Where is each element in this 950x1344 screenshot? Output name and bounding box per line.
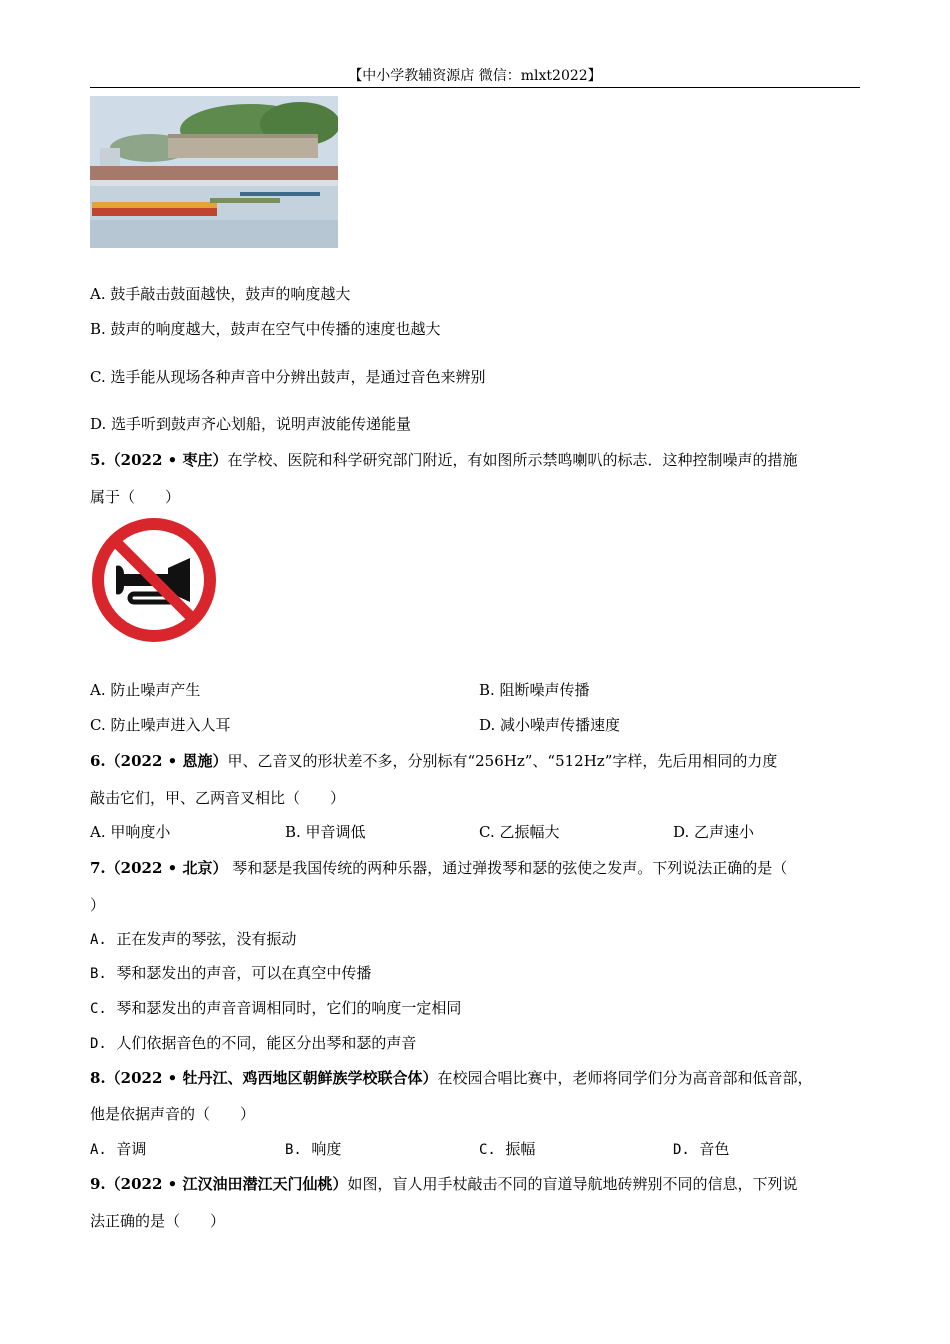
q5-option-d: D. 减小噪声传播速度 [479, 716, 621, 734]
option-text: 人们依据音色的不同，能区分出琴和瑟的声音 [116, 1034, 417, 1052]
q8-stem-cont: 他是依据声音的（ ） [90, 1105, 256, 1123]
question-text: 在校园合唱比赛中，老师将同学们分为高音部和低音部， [437, 1069, 813, 1087]
question-source: （2022 • 牡丹江、鸡西地区朝鲜族学校联合体） [105, 1069, 438, 1087]
option-text: 正在发声的琴弦，没有振动 [116, 930, 297, 948]
option-letter: C. [479, 1142, 496, 1158]
q6-option-c: C. 乙振幅大 [479, 823, 560, 841]
option-letter: B. [90, 966, 107, 982]
question-text: 琴和瑟是我国传统的两种乐器，通过弹拨琴和瑟的弦使之发声。下列说法正确的是（ [227, 859, 788, 877]
option-letter: B. [285, 1142, 302, 1158]
question-number: 5. [90, 451, 106, 469]
q4-option-d: D. 选手听到鼓声齐心划船，说明声波能传递能量 [90, 415, 412, 433]
q6-stem [90, 750, 777, 772]
q8-stem [90, 1067, 812, 1089]
q9-stem [90, 1173, 797, 1195]
option-text: 琴和瑟发出的声音音调相同时，它们的响度一定相同 [116, 999, 462, 1017]
q8-option-c [479, 1138, 535, 1161]
question-text: 如图，盲人用手杖敲击不同的盲道导航地砖辨别不同的信息，下列说 [347, 1175, 798, 1193]
option-text: 琴和瑟发出的声音，可以在真空中传播 [116, 964, 372, 982]
option-letter: D. [673, 1142, 690, 1158]
q6-option-a: A. 甲响度小 [90, 823, 171, 841]
q8-option-a [90, 1138, 146, 1161]
question-number: 7. [90, 859, 106, 877]
q5-option-b: B. 阻断噪声传播 [479, 681, 590, 699]
question-text: 在学校、医院和科学研究部门附近，有如图所示禁鸣喇叭的标志．这种控制噪声的措施 [227, 451, 798, 469]
q5-stem [90, 449, 797, 471]
q5-option-c: C. 防止噪声进入人耳 [90, 716, 231, 734]
q9-stem-cont: 法正确的是（ ） [90, 1212, 226, 1230]
option-letter: A. [90, 932, 107, 948]
question-number: 9. [90, 1175, 106, 1193]
option-text: 音色 [699, 1140, 730, 1158]
header-rule [90, 87, 860, 88]
q7-option-a [90, 928, 296, 951]
q7-option-c [90, 997, 461, 1020]
q6-option-d: D. 乙声速小 [673, 823, 755, 841]
question-source: （2022 • 枣庄） [105, 451, 228, 469]
q7-option-d [90, 1032, 416, 1055]
option-letter: A. [90, 1142, 107, 1158]
option-text: 音调 [116, 1140, 147, 1158]
page-header: 【中小学教辅资源店 微信：mlxt2022】 [348, 68, 602, 84]
no-horn-sign [90, 516, 218, 644]
q4-option-c: C. 选手能从现场各种声音中分辨出鼓声，是通过音色来辨别 [90, 368, 486, 386]
q8-option-d [673, 1138, 729, 1161]
q5-stem-cont: 属于（ ） [90, 488, 181, 506]
q7-stem-cont: ） [90, 896, 106, 914]
dragon-boat-race-photo [90, 96, 338, 248]
option-text: 振幅 [505, 1140, 536, 1158]
q4-option-b: B. 鼓声的响度越大，鼓声在空气中传播的速度也越大 [90, 320, 441, 338]
option-letter: D. [90, 1036, 107, 1052]
q6-option-b: B. 甲音调低 [285, 823, 366, 841]
question-source: （2022 • 江汉油田潜江天门仙桃） [105, 1175, 348, 1193]
q7-stem [90, 857, 787, 879]
q6-stem-cont: 敲击它们，甲、乙两音叉相比（ ） [90, 789, 346, 807]
question-source: （2022 • 北京） [105, 859, 228, 877]
option-text: 响度 [311, 1140, 342, 1158]
q4-option-a: A. 鼓手敲击鼓面越快，鼓声的响度越大 [90, 285, 351, 303]
q7-option-b [90, 962, 371, 985]
option-letter: C. [90, 1001, 107, 1017]
q5-option-a: A. 防止噪声产生 [90, 681, 201, 699]
question-text: 甲、乙音叉的形状差不多，分别标有“256Hz”、“512Hz”字样，先后用相同的力度 [227, 752, 778, 770]
question-number: 8. [90, 1069, 106, 1087]
question-source: （2022 • 恩施） [105, 752, 228, 770]
question-number: 6. [90, 752, 106, 770]
q8-option-b [285, 1138, 341, 1161]
